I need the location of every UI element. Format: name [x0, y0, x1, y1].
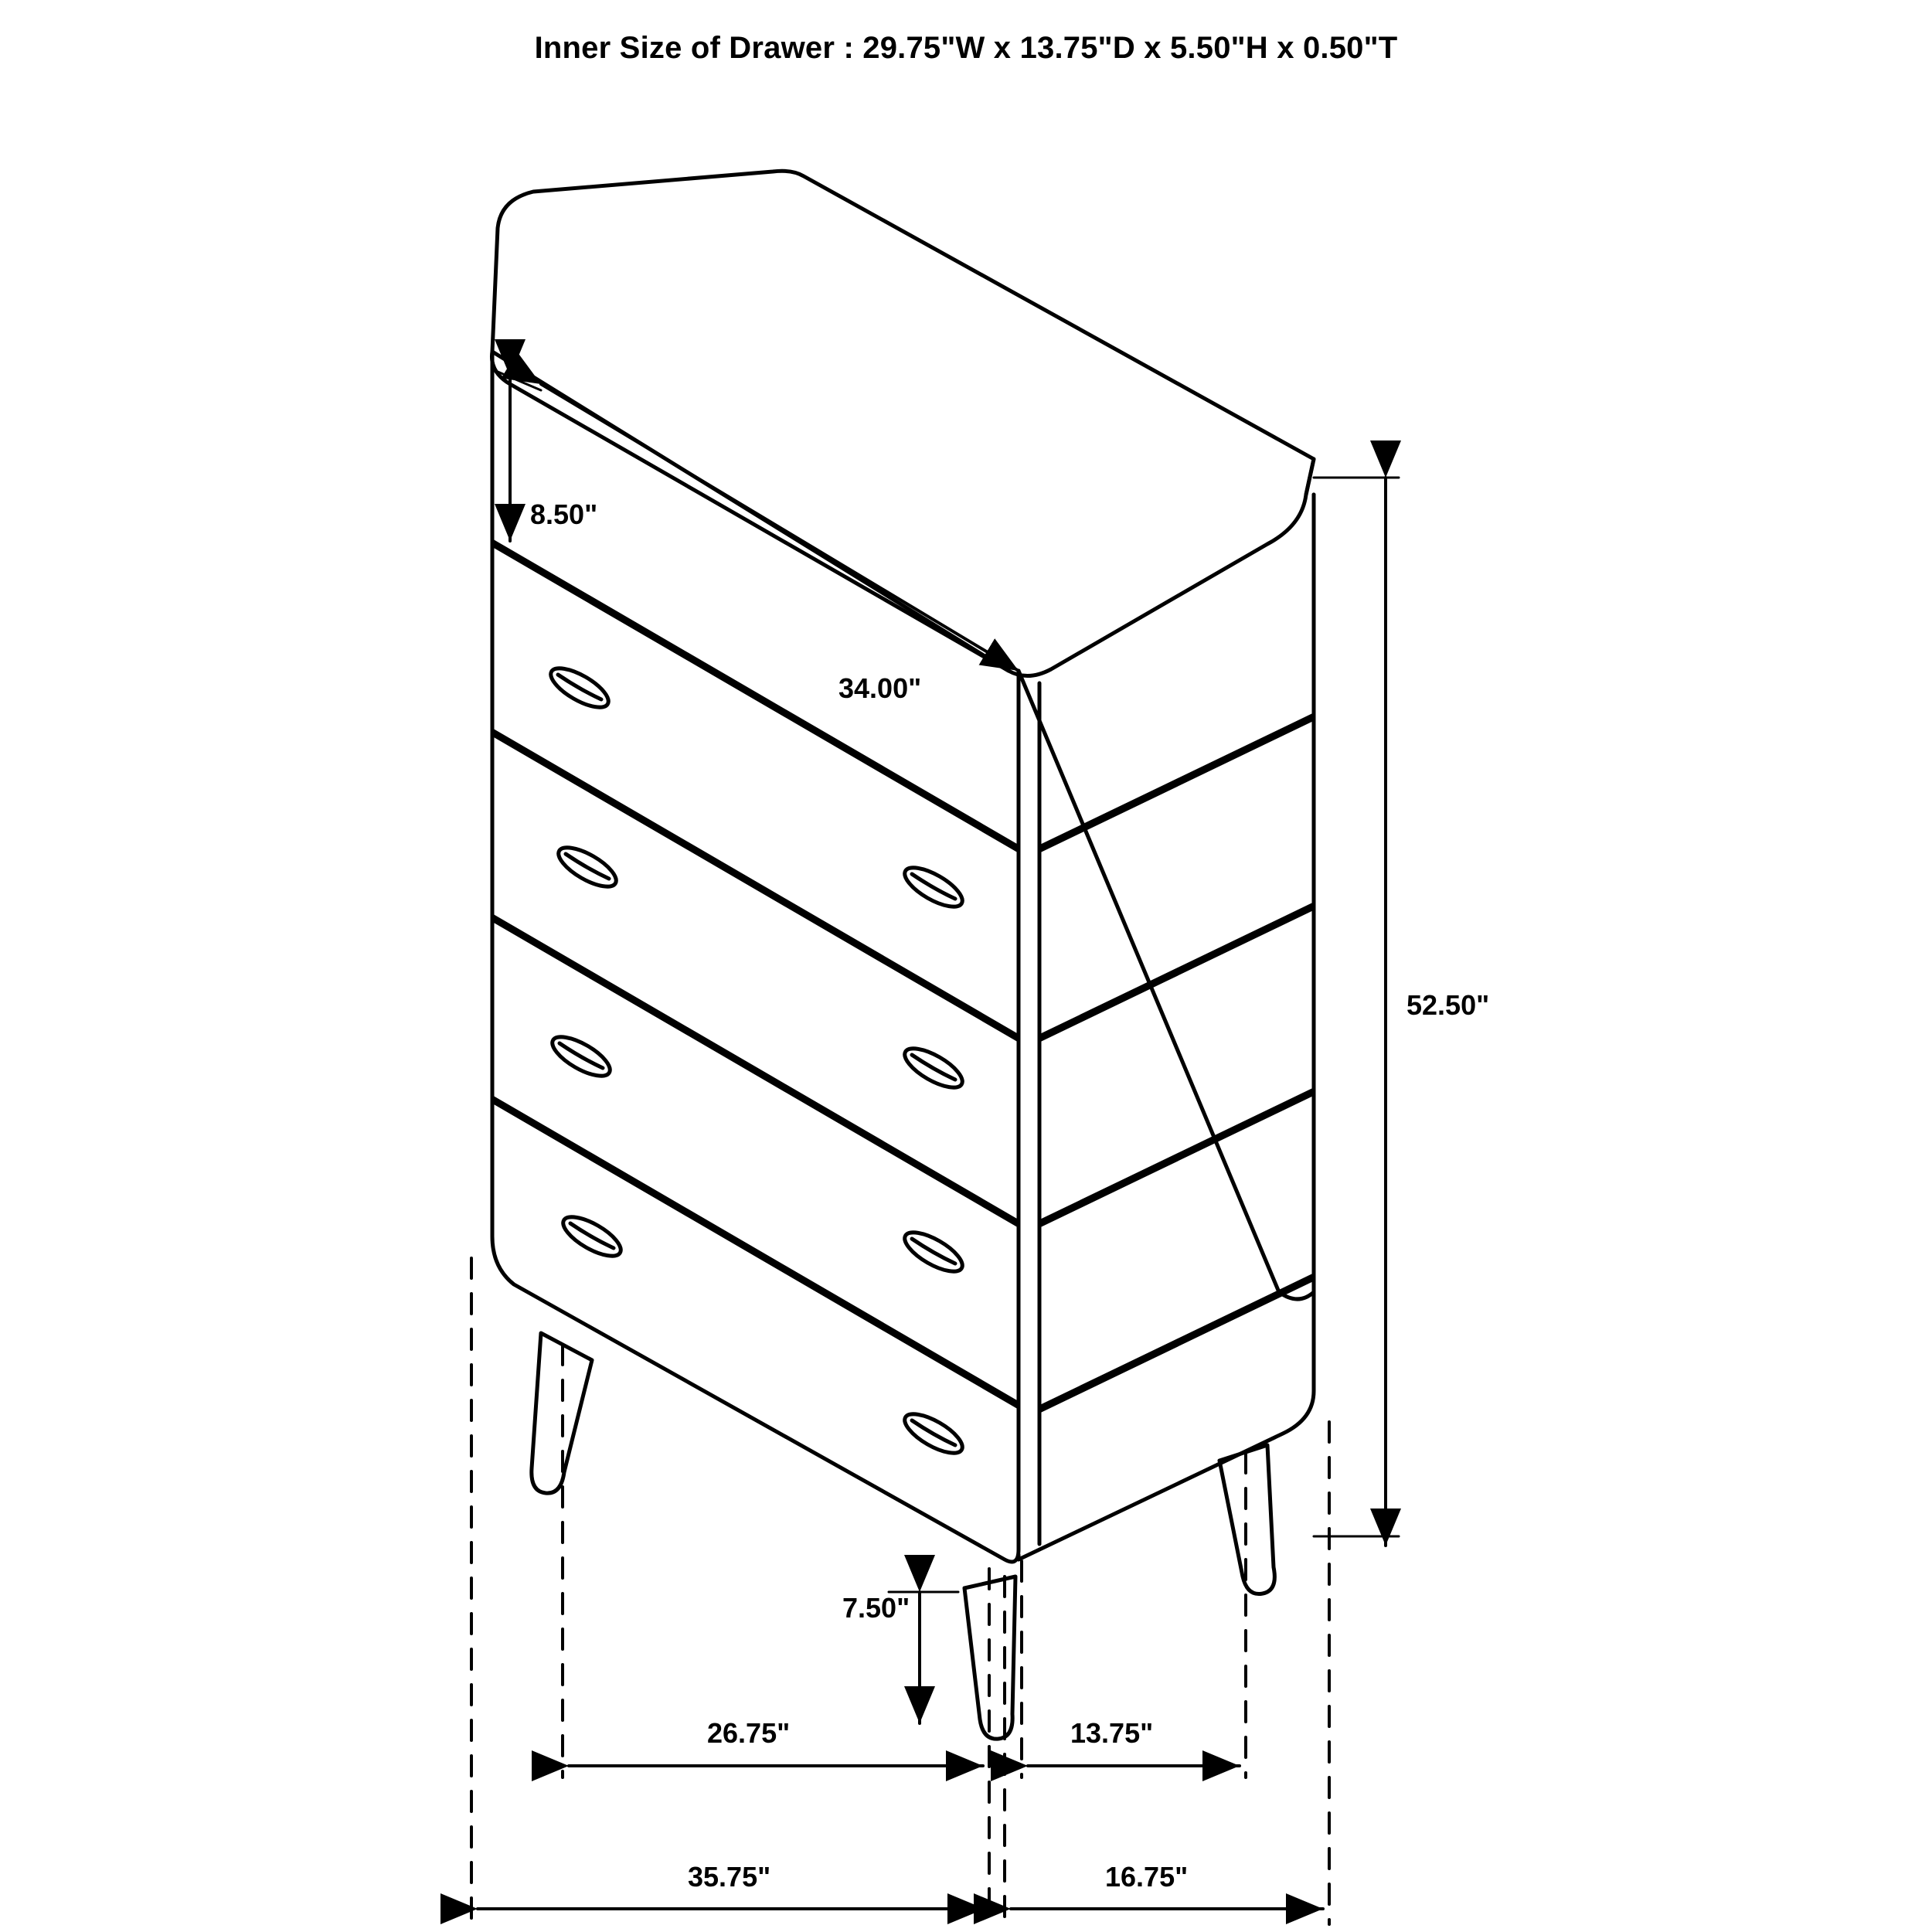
- drawer-handle: [546, 661, 614, 715]
- top-right-corner-edge: [1306, 459, 1314, 495]
- dimension-label-front-overall-width: 35.75": [688, 1861, 771, 1893]
- drawer-handle: [558, 1209, 627, 1264]
- dimension-label-side-inner-depth: 13.75": [1070, 1717, 1154, 1749]
- chest-body: [471, 171, 1399, 1924]
- dimension-label-side-overall-depth: 16.75": [1105, 1861, 1189, 1893]
- dimension-label-leg-height: 7.50": [842, 1592, 910, 1624]
- drawer-handle: [547, 1029, 616, 1083]
- front-face-outline: [492, 355, 1019, 1562]
- drawer-handle: [900, 1406, 968, 1461]
- dimension-label-top-panel-height: 8.50": [530, 498, 598, 530]
- dim-34-00: [541, 384, 1019, 671]
- drawer-handle: [900, 1041, 968, 1095]
- drawer-handle: [900, 1225, 968, 1279]
- dimension-label-depth-top: 34.00": [838, 672, 922, 704]
- dimension-label-front-inner-width: 26.75": [707, 1717, 791, 1749]
- side-face-outline: [1019, 495, 1314, 1299]
- dimension-geometry: [471, 369, 1399, 1924]
- page-title: Inner Size of Drawer : 29.75"W x 13.75"D x 5.50"H x 0.50"T: [534, 31, 1398, 65]
- dimension-label-overall-height: 52.50": [1406, 989, 1490, 1021]
- drawer-handle: [553, 840, 622, 894]
- drawer-handle: [900, 860, 968, 914]
